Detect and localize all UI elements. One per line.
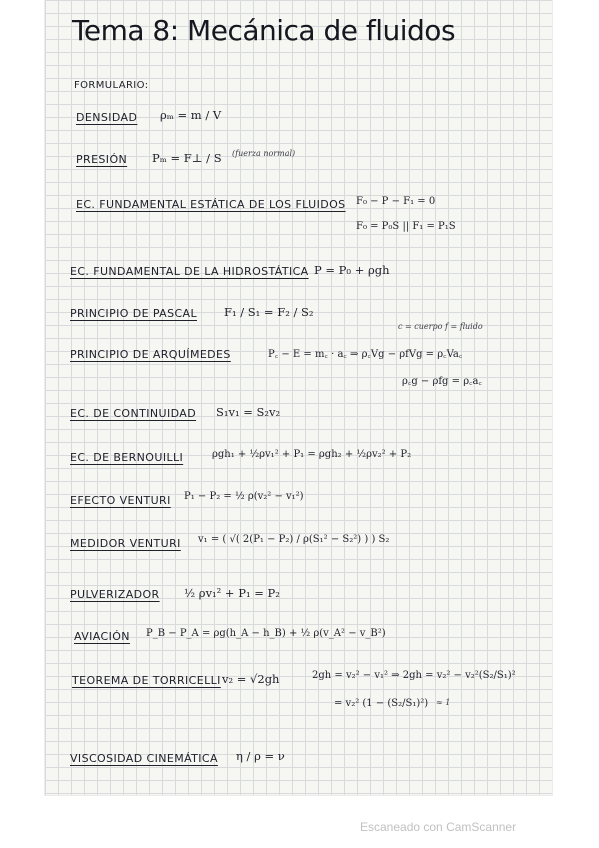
formula-ec-bernouilli: ρgh₁ + ½ρv₁² + P₁ = ρgh₂ + ½ρv₂² + P₂: [212, 449, 412, 460]
formula-principio-arquimedes-2: ρ꜀g − ρfg = ρ꜀a꜀: [402, 376, 482, 387]
label-principio-arquimedes: PRINCIPIO DE ARQUÍMEDES: [70, 348, 231, 361]
formula-aviacion: P_B − P_A = ρg(h_A − h_B) + ½ ρ(v_A² − v_B²): [146, 628, 386, 639]
formula-efecto-venturi: P₁ − P₂ = ½ ρ(v₂² − v₁²): [184, 491, 304, 502]
formula-teorema-torricelli-3: = v₂² (1 − (S₂/S₁)²): [334, 698, 429, 709]
formula-principio-pascal: F₁ / S₁ = F₂ / S₂: [224, 305, 314, 319]
formula-ec-continuidad: S₁v₁ = S₂v₂: [216, 405, 281, 419]
note-presion: (fuerza normal): [232, 149, 296, 158]
label-aviacion: AVIACIÓN: [74, 630, 130, 643]
formula-densidad: ρₘ = m / V: [160, 108, 222, 122]
label-ec-hidrostatica: EC. FUNDAMENTAL DE LA HIDROSTÁTICA: [70, 265, 309, 278]
formula-teorema-torricelli-2: 2gh = v₂² − v₁² ⇒ 2gh = v₂² − v₂²(S₂/S₁)²: [312, 670, 516, 681]
formula-medidor-venturi: v₁ = ( √( 2(P₁ − P₂) / ρ(S₁² − S₂²) ) ) S₂: [198, 534, 390, 545]
scanner-watermark: Escaneado con CamScanner: [360, 820, 517, 834]
label-viscosidad-cinematica: VISCOSIDAD CINEMÁTICA: [70, 752, 218, 765]
label-presion: PRESIÓN: [76, 153, 128, 166]
formula-principio-arquimedes: P꜀ − E = m꜀ · a꜀ ⇒ ρ꜀Vg − ρfVg = ρ꜀Va꜀: [268, 349, 463, 360]
formulario-heading: FORMULARIO:: [74, 80, 149, 91]
label-teorema-torricelli: TEOREMA DE TORRICELLI: [72, 674, 221, 687]
note-arquimedes: c = cuerpo f = fluido: [398, 322, 483, 331]
formula-presion: Pₘ = F⊥ / S: [152, 151, 222, 165]
note-torricelli: ≈ 1: [436, 698, 451, 707]
label-medidor-venturi: MEDIDOR VENTURI: [70, 537, 181, 550]
label-ec-bernouilli: EC. DE BERNOUILLI: [70, 451, 184, 464]
label-densidad: DENSIDAD: [76, 111, 138, 124]
formula-ec-fundamental-estatica: F₀ − P − F₁ = 0: [356, 196, 436, 207]
page-title: Tema 8: Mecánica de fluidos: [72, 14, 456, 47]
label-pulverizador: PULVERIZADOR: [70, 588, 160, 601]
formula-pulverizador: ½ ρv₁² + P₁ = P₂: [184, 586, 280, 600]
formula-ec-hidrostatica: P = P₀ + ρgh: [314, 263, 390, 277]
label-ec-continuidad: EC. DE CONTINUIDAD: [70, 407, 197, 420]
formula-ec-fundamental-estatica-2: F₀ = P₀S || F₁ = P₁S: [356, 221, 456, 232]
formula-viscosidad-cinematica: η / ρ = ν: [236, 749, 285, 763]
formula-teorema-torricelli: v₂ = √2gh: [222, 672, 280, 686]
label-efecto-venturi: EFECTO VENTURI: [70, 494, 171, 507]
label-ec-fundamental-estatica: EC. FUNDAMENTAL ESTÁTICA DE LOS FLUIDOS: [76, 198, 346, 211]
label-principio-pascal: PRINCIPIO DE PASCAL: [70, 307, 197, 320]
